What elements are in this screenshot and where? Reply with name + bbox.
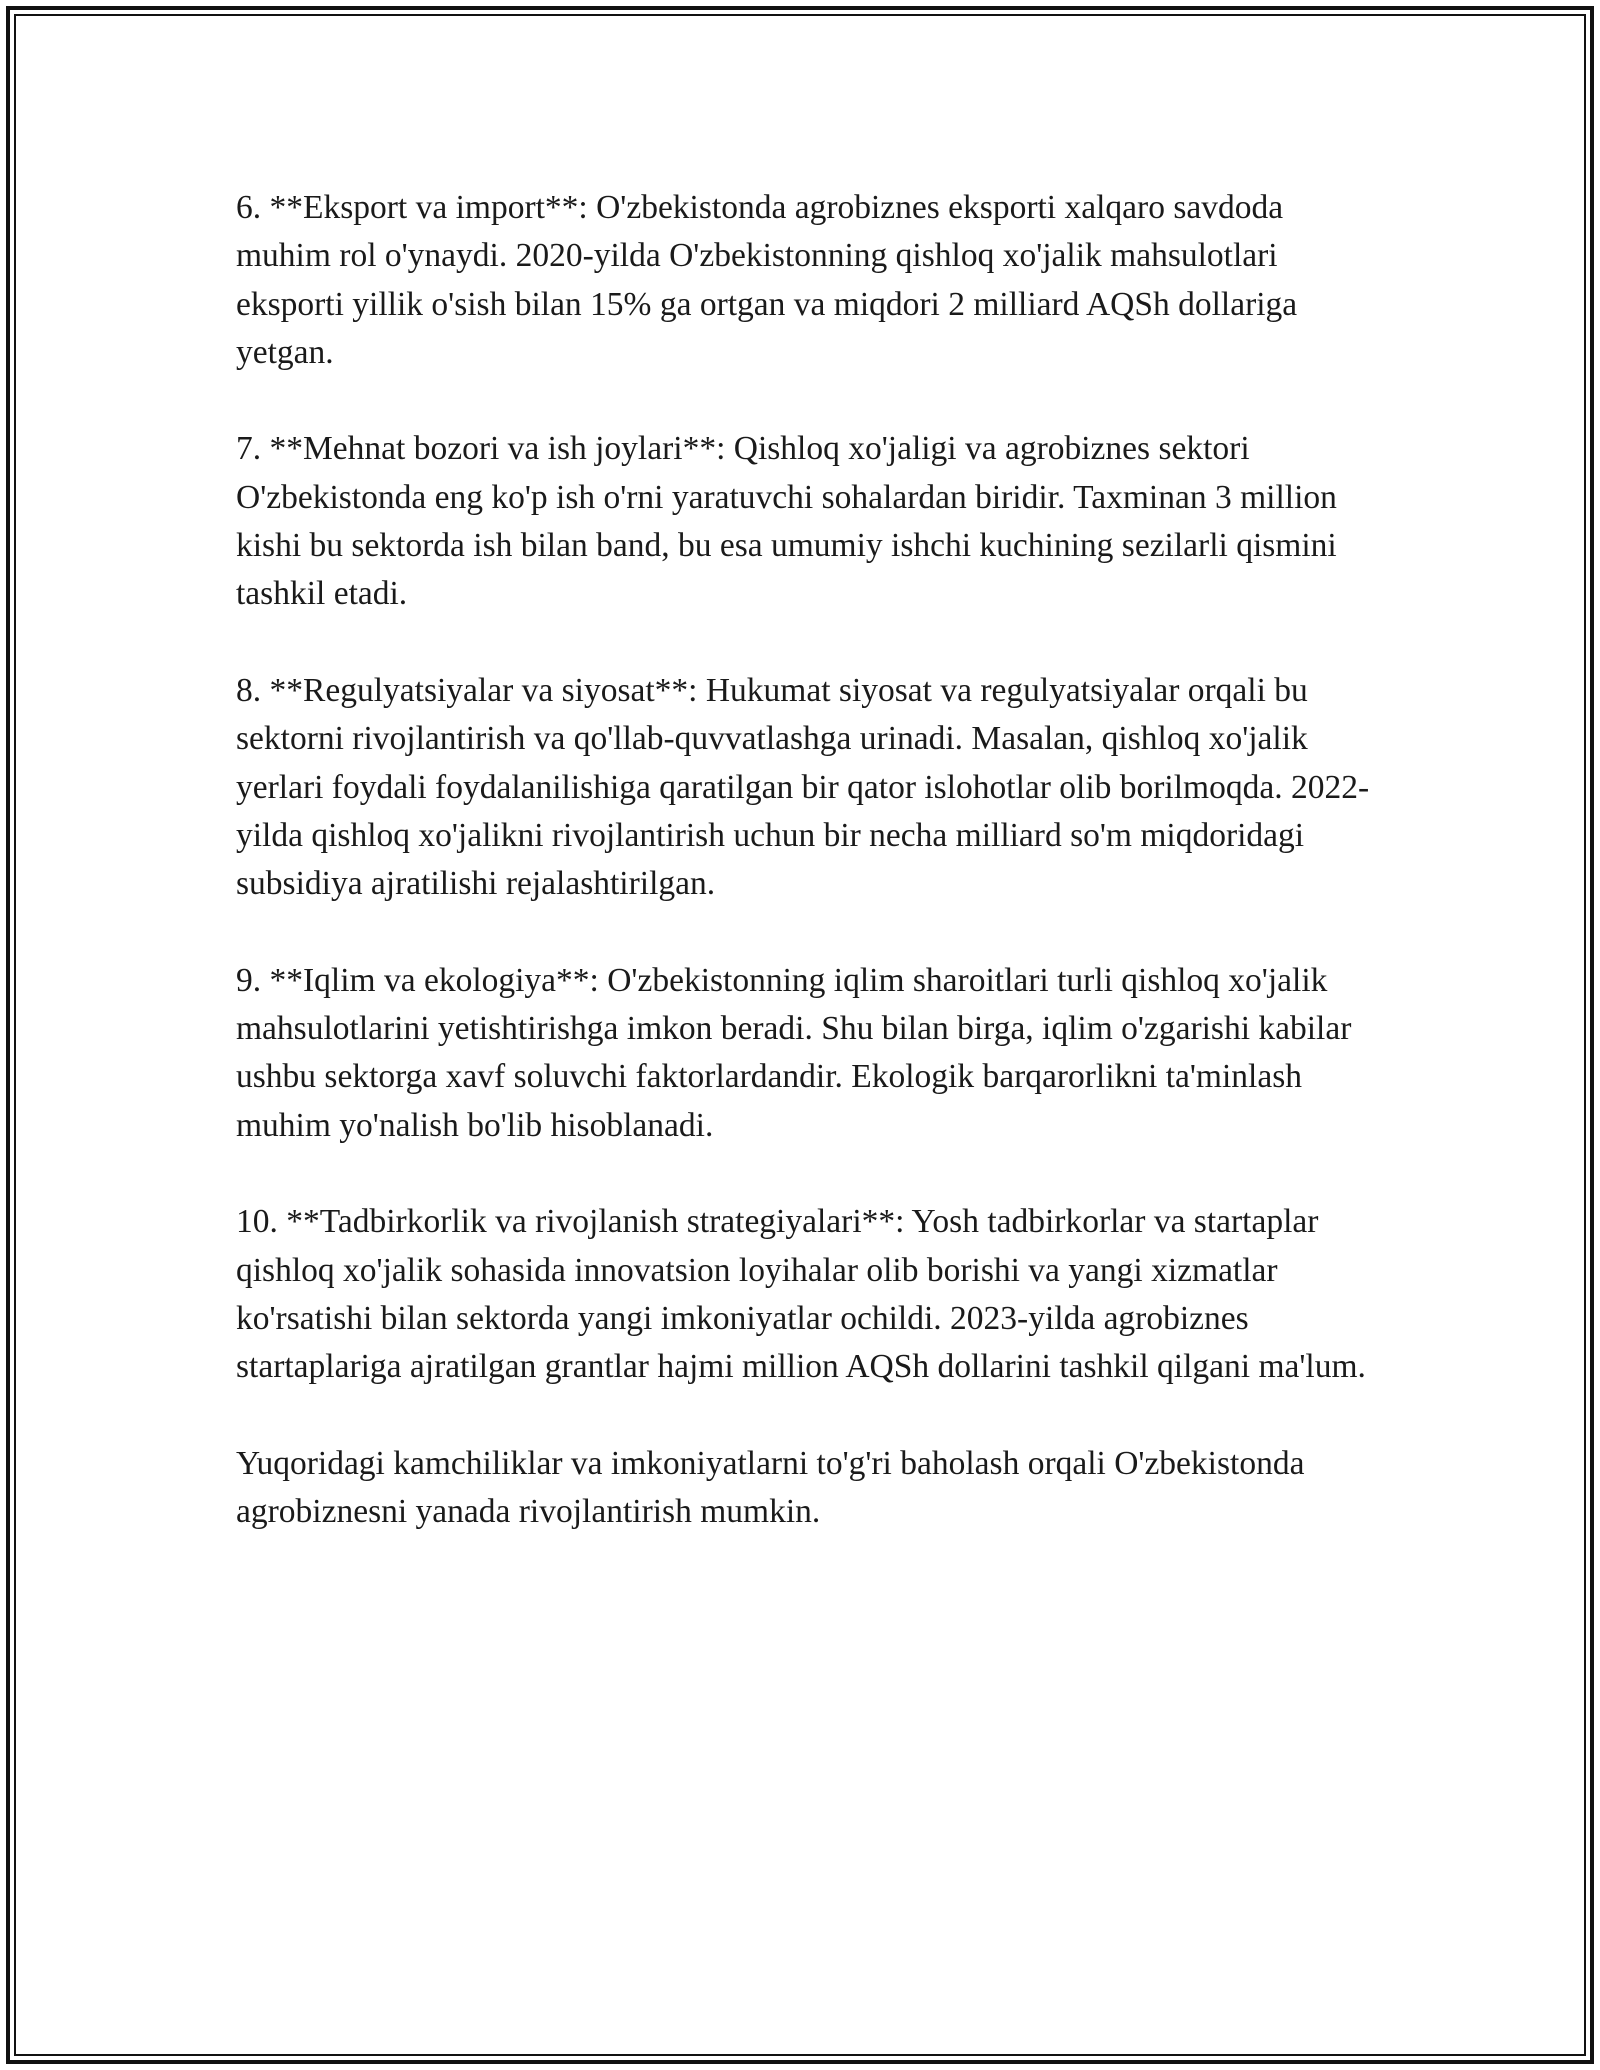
paragraph-entrepreneurship: 10. **Tadbirkorlik va rivojlanish strategiyalari**: Yosh tadbirkorlar va startaplar qishloq xo'jalik sohasida innovatsion loyihalar olib borishi va yangi xizmatlar ko'rsatishi bilan sektorda yangi imkoniyatlar ochildi. 2023-yilda agrobiznes startaplariga ajratilgan grantlar hajmi million AQSh dollarini tashkil qilgani ma'lum. — [236, 1203, 1366, 1386]
paragraph-climate-ecology: 9. **Iqlim va ekologiya**: O'zbekistonning iqlim sharoitlari turli qishloq xo'jalik mahsulotlarini yetishtirishga imkon beradi. Shu bilan birga, iqlim o'zgarishi kabilar ushbu sektorga xavf soluvchi faktorlardandir. Ekologik barqarorlikni ta'minlash muhim yo'nalish bo'lib hisoblanadi. — [236, 961, 1352, 1144]
paragraph-labor-market: 7. **Mehnat bozori va ish joylari**: Qishloq xo'jaligi va agrobiznes sektori O'zbekistonda eng ko'p ish o'rni yaratuvchi sohalardan biridir. Taxminan 3 million kishi bu sektorda ish bilan band, bu esa umumiy ishchi kuchining sezilarli qismini tashkil etadi. — [236, 430, 1337, 613]
paragraph-export-import: 6. **Eksport va import**: O'zbekistonda agrobiznes eksporti xalqaro savdoda muhim rol o'ynaydi. 2020-yilda O'zbekistonning qishloq xo'jalik mahsulotlari eksporti yillik o'sish bilan 15% ga ortgan va miqdori 2 milliard AQSh dollariga yetgan. — [236, 189, 1298, 371]
document-body — [236, 184, 1376, 1585]
paragraph-regulations-policy: 8. **Regulyatsiyalar va siyosat**: Hukumat siyosat va regulyatsiyalar orqali bu sektorni rivojlantirish va qo'llab-quvvatlashga urinadi. Masalan, qishloq xo'jalik yerlari foydali foydalanilishiga qaratilgan bir qator islohotlar olib borilmoqda. 2022-yilda qishloq xo'jalikni rivojlantirish uchun bir necha milliard so'm miqdoridagi subsidiya ajratilishi rejalashtirilgan. — [236, 671, 1370, 903]
paragraph-conclusion: Yuqoridagi kamchiliklar va imkoniyatlarni to'g'ri baholash orqali O'zbekistonda agrobiznesni yanada rivojlantirish mumkin. — [236, 1444, 1305, 1531]
